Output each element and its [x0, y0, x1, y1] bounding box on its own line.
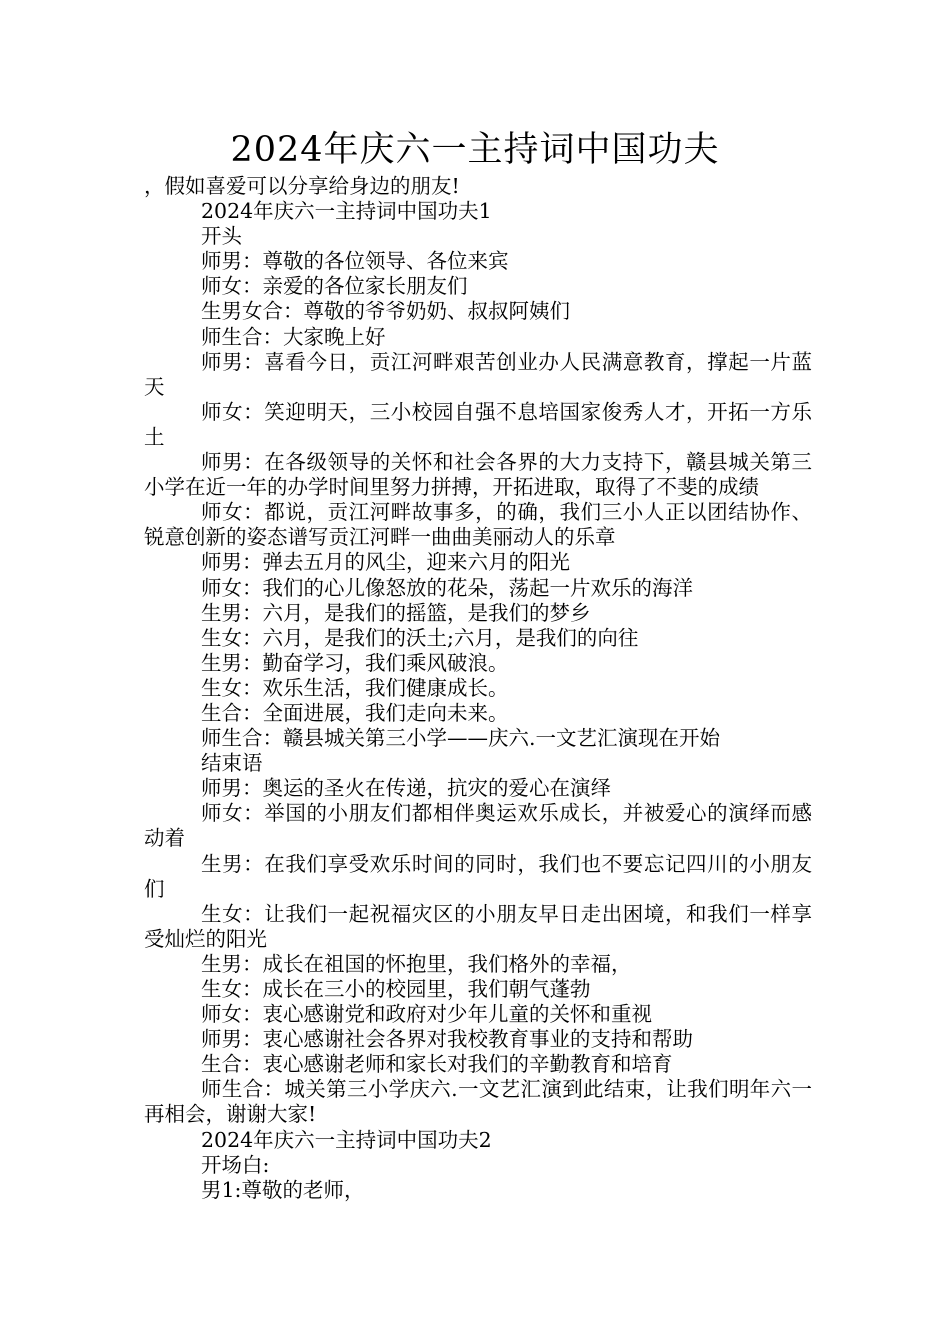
paragraph: 生女：欢乐生活，我们健康成长。 [201, 675, 509, 700]
paragraph: 师男：尊敬的各位领导、各位来宾 [201, 249, 509, 274]
paragraph: 生男：六月，是我们的摇篮，是我们的梦乡 [201, 600, 591, 625]
paragraph: 师女：亲爱的各位家长朋友们 [201, 274, 468, 299]
paragraph: 生男：成长在祖国的怀抱里，我们格外的幸福， [201, 951, 632, 976]
document-body [144, 174, 812, 1203]
paragraph: 师生合：大家晚上好 [201, 324, 386, 349]
paragraph: 师男：喜看今日，贡江河畔艰苦创业办人民满意教育，撑起一片蓝天 [144, 349, 812, 399]
paragraph: 师男：衷心感谢社会各界对我校教育事业的支持和帮助 [201, 1027, 693, 1052]
paragraph: 生合：全面进展，我们走向未来。 [201, 700, 509, 725]
paragraph: 师女：举国的小朋友们都相伴奥运欢乐成长，并被爱心的演绎而感动着 [144, 801, 812, 851]
paragraph: 生女：六月，是我们的沃土;六月，是我们的向往 [201, 625, 639, 650]
paragraph: 师女：衷心感谢党和政府对少年儿童的关怀和重视 [201, 1002, 652, 1027]
paragraph: ，假如喜爱可以分享给身边的朋友! [144, 174, 460, 198]
paragraph: 生女：成长在三小的校园里，我们朝气蓬勃 [201, 977, 591, 1001]
paragraph: 生合：衷心感谢老师和家长对我们的辛勤教育和培育 [201, 1052, 673, 1077]
subheading: 结束语 [201, 751, 263, 776]
paragraph: 师生合：赣县城关第三小学——庆六.一文艺汇演现在开始 [201, 726, 721, 751]
paragraph: 师男：在各级领导的关怀和社会各界的大力支持下，赣县城关第三小学在近一年的办学时间里努力拼搏，开拓进取，取得了不斐的成绩 [144, 450, 812, 500]
section-heading: 2024年庆六一主持词中国功夫2 [201, 1127, 492, 1152]
paragraph: 师女：我们的心儿像怒放的花朵，荡起一片欢乐的海洋 [201, 575, 693, 600]
document-title: 2024年庆六一主持词中国功夫 [230, 130, 720, 170]
paragraph: 师女：都说，贡江河畔故事多，的确，我们三小人正以团结协作、锐意创新的姿态谱写贡江河畔一曲曲美丽动人的乐章 [144, 500, 812, 550]
paragraph: 生女：让我们一起祝福灾区的小朋友早日走出困境，和我们一样享受灿烂的阳光 [144, 901, 812, 951]
paragraph: 生男：勤奋学习，我们乘风破浪。 [201, 650, 509, 675]
paragraph: 男1:尊敬的老师， [201, 1177, 365, 1202]
paragraph: 师女：笑迎明天，三小校园自强不息培国家俊秀人才，开拓一方乐土 [144, 399, 812, 449]
paragraph: 师男：奥运的圣火在传递，抗灾的爱心在演绎 [201, 776, 611, 801]
paragraph: 生男女合：尊敬的爷爷奶奶、叔叔阿姨们 [201, 299, 570, 324]
subheading: 开场白: [201, 1152, 270, 1177]
subheading: 开头 [201, 224, 242, 249]
section-heading: 2024年庆六一主持词中国功夫1 [201, 199, 492, 224]
paragraph: 生男：在我们享受欢乐时间的同时，我们也不要忘记四川的小朋友们 [144, 851, 812, 901]
paragraph: 师男：弹去五月的风尘，迎来六月的阳光 [201, 550, 570, 575]
paragraph: 师生合：城关第三小学庆六.一文艺汇演到此结束，让我们明年六一再相会，谢谢大家! [144, 1077, 812, 1127]
